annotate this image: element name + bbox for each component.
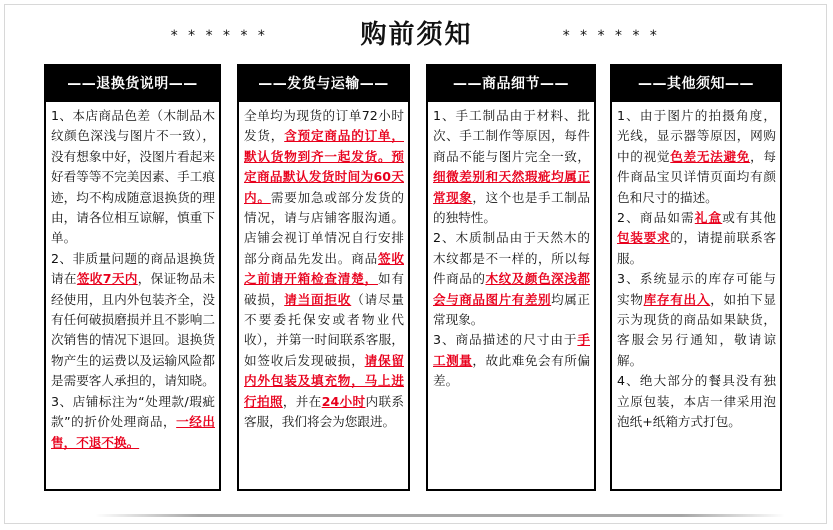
decorative-stars-left: ****** xyxy=(170,28,275,44)
highlighted-text: 请保留内外包装及填充物，马上进行拍照 xyxy=(244,352,405,409)
paragraph-text: 的，请提前联系客服。 xyxy=(617,230,777,266)
page-title: 购前须知 xyxy=(360,20,473,50)
highlighted-text: 请当面拒收 xyxy=(284,291,352,307)
column-heading: ——商品细节—— xyxy=(428,66,594,102)
notice-paragraph xyxy=(51,249,215,392)
column-heading: ——发货与运输—— xyxy=(239,66,408,102)
paragraph-text: ，这个也是手工制品的独特性。 xyxy=(433,189,591,226)
highlighted-text: 手工测量 xyxy=(433,332,590,368)
column-body xyxy=(46,102,219,453)
column-heading: ——退换货说明—— xyxy=(46,66,219,102)
notice-paragraph xyxy=(617,269,776,371)
paragraph-text: ，并在 xyxy=(282,393,322,409)
paragraph-text: 如有破损， xyxy=(244,271,405,307)
paragraph-text: ，每件商品宝贝详情页面均有颜色和尺寸的描述。 xyxy=(617,148,777,205)
column-body xyxy=(612,102,780,433)
notice-paragraph xyxy=(433,106,590,228)
column-body xyxy=(428,102,594,392)
highlighted-text: 签收7天内 xyxy=(76,271,138,287)
paragraph-text: 3、商品描述的尺寸由于 xyxy=(433,332,578,348)
paragraph-text: ，保证物品未经使用，且内外包装齐全，没有任何破损磨损并且不影响二次销售的情况下退回。退换货物产生的运费以及运输风险都是需要客人承担的，请知晓。 xyxy=(51,271,216,389)
paragraph-text: 1、由于图片的拍摄角度，光线，显示器等原因，网购中的视觉 xyxy=(617,108,776,164)
paragraph-text: 1、本店商品色差（木制品木纹颜色深浅与图片不一致），没有想象中好，没图片看起来好看等等不完美因素、手工痕迹，均不构成随意退换货的理由，请各位相互谅解，慎重下单。 xyxy=(51,108,215,246)
highlighted-text: 礼盒 xyxy=(694,210,723,226)
paragraph-text: 需要加急或部分发货的情况，请与店铺客服沟通。店铺会视订单情况自行安排部分商品先发出。商品 xyxy=(244,189,405,266)
notice-paragraph xyxy=(433,330,590,391)
column-body xyxy=(239,102,408,433)
highlighted-text: 包装要求 xyxy=(617,230,671,246)
highlighted-text: 签收之前请开箱检查清楚， xyxy=(244,250,405,287)
column-returns xyxy=(44,64,221,491)
highlighted-text: 含预定商品的订单，默认货物到齐一起发货。预定商品默认发货时间为60天内。 xyxy=(244,128,405,205)
highlighted-text: 细微差别和天然瑕疵均属正常现象 xyxy=(433,169,590,205)
notice-paragraph xyxy=(51,392,215,453)
paragraph-text: 2、非质量问题的商品退换货请在 xyxy=(51,250,215,287)
notice-paragraph xyxy=(51,106,215,249)
paragraph-text: 1、手工制品由于材料、批次、手工制作等原因，每件商品不能与图片完全一致， xyxy=(433,108,590,164)
paragraph-text: 2、木质制品由于天然木的木纹都是不一样的，所以每件商品的 xyxy=(433,230,590,287)
notice-paragraph xyxy=(244,106,404,433)
paragraph-text: 4、绝大部分的餐具没有独立原包装，本店一律采用泡泡纸+纸箱方式打包。 xyxy=(617,373,776,430)
bottom-shadow-divider xyxy=(95,514,785,517)
column-heading: ——其他须知—— xyxy=(612,66,780,102)
notice-paragraph xyxy=(617,208,776,269)
highlighted-text: 一经出售，不退不换。 xyxy=(51,414,215,450)
paragraph-text: 均属正常现象。 xyxy=(433,291,591,328)
paragraph-text: 3、系统显示的库存可能与实物 xyxy=(617,271,776,307)
highlighted-text: 库存有出入 xyxy=(643,291,711,307)
paragraph-text: 全单均为现货的订单72小时发货， xyxy=(244,108,404,144)
notice-paragraph xyxy=(617,371,776,432)
paragraph-text: 3、店铺标注为“处理款/瑕疵款”的折价处理商品， xyxy=(51,393,215,430)
notice-paragraph xyxy=(433,228,590,330)
paragraph-text: 2、商品如需 xyxy=(617,210,695,226)
column-product-details xyxy=(426,64,596,491)
highlighted-text: 色差无法避免 xyxy=(670,148,751,164)
column-other-notes xyxy=(610,64,782,491)
paragraph-text: ，故此难免会有所偏差。 xyxy=(433,352,591,389)
column-shipping xyxy=(237,64,410,491)
paragraph-text: 内联系客服，我们将会为您跟进。 xyxy=(244,393,405,430)
decorative-stars-right: ****** xyxy=(562,28,667,44)
paragraph-text: （请尽量不要委托保安或者物业代收），并第一时间联系客服，如签收后发现破损， xyxy=(244,291,405,368)
highlighted-text: 24小时 xyxy=(321,393,366,409)
notice-paragraph xyxy=(617,106,776,208)
highlighted-text: 木纹及颜色深浅都会与商品图片有差别 xyxy=(433,271,591,307)
paragraph-text: 或有其他 xyxy=(722,210,777,226)
paragraph-text: ，如拍下显示为现货的商品如果缺货，客服会另行通知，敬请谅解。 xyxy=(617,291,777,368)
